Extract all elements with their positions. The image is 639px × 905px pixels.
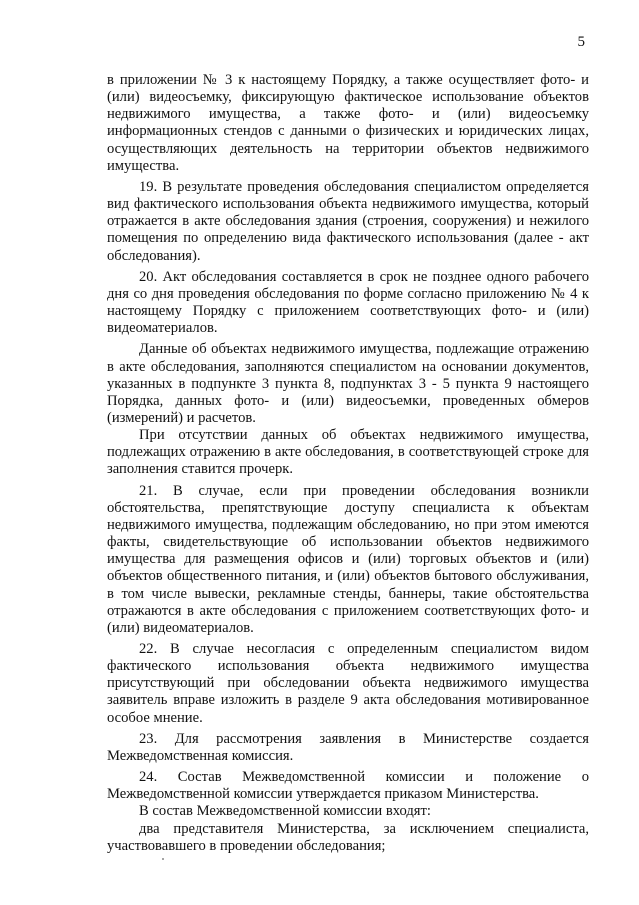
paragraph-22: 22. В случае несогласия с определенным специалистом видом фактического использования объекта недвижимого имущества присутствующий при обследовании объекта недвижимого имущества заявитель вправе изложить в разделе 9 акта обследования мотивированное особое мнение. <box>107 641 589 726</box>
page-number: 5 <box>577 34 585 50</box>
scan-speck <box>162 858 164 860</box>
paragraph-20-absence: При отсутствии данных об объектах недвижимого имущества, подлежащих отражению в акте обследования, в соответствующей строке для заполнения ставится прочерк. <box>107 427 589 478</box>
paragraph-24-composition: В состав Межведомственной комиссии входят: <box>139 803 431 820</box>
paragraph-24-ministry-reps: два представителя Министерства, за исключением специалиста, участвовавшего в проведении обследования; <box>107 820 589 854</box>
paragraph-continuation: в приложении № 3 к настоящему Порядку, а также осуществляет фото- и (или) видеосъемку, фиксирующую фактическое использование объектов недвижимого имущества, а также фото- и (или) видеосъемку информационных стендов с данными о физических и юридических лицах, осуществляющих деятельность на территории объектов недвижимого имущества. <box>107 72 589 174</box>
paragraph-21: 21. В случае, если при проведении обследования возникли обстоятельства, препятствующие доступу специалиста к объектам недвижимого имущества, подлежащим обследованию, но при этом имеются факты, свидетельствующие об использовании объектов недвижимого имущества для размещения офисов и (или) торговых объектов и (или) объектов общественного питания, и (или) объектов бытового обслуживания, в том числе вывески, рекламные стенды, баннеры, такие обстоятельства отражаются в акте обследования с приложением соответствующих фото- и (или) видеоматериалов. <box>107 482 589 636</box>
paragraph-20: 20. Акт обследования составляется в срок не позднее одного рабочего дня со дня проведения обследования по форме согласно приложению № 4 к настоящему Порядку с приложением соответствующих фото- и (или) видеоматериалов. <box>107 268 589 337</box>
document-body <box>107 72 589 859</box>
paragraph-24: 24. Состав Межведомственной комиссии и положение о Межведомственной комиссии утверждается приказом Министерства. <box>107 769 589 803</box>
paragraph-19: 19. В результате проведения обследования специалистом определяется вид фактического использования объекта недвижимого имущества, который отражается в акте обследования здания (строения, сооружения) и нежилого помещения по определению вида фактического использования (далее - акт обследования). <box>107 178 589 264</box>
paragraph-23: 23. Для рассмотрения заявления в Министерстве создается Межведомственная комиссия. <box>107 730 589 764</box>
paragraph-20-data: Данные об объектах недвижимого имущества, подлежащие отражению в акте обследования, заполняются специалистом на основании документов, указанных в подпункте 3 пункта 8, подпунктах 3 - 5 пункта 9 настоящего Порядка, данных фото- и (или) видеосъемки, проведенных обмеров (измерений) и расчетов. <box>107 341 589 426</box>
